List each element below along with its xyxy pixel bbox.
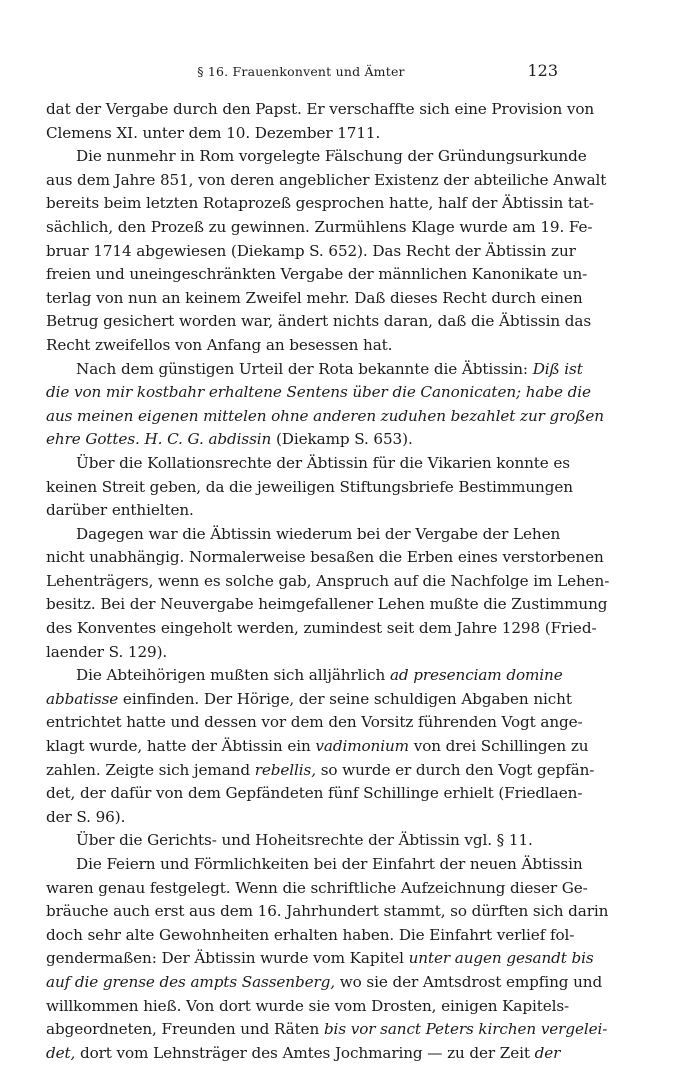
running-head: § 16. Frauenkonvent und Ämter — [197, 64, 405, 79]
text-line: willkommen hieß. Von dort wurde sie vom Drosten, einigen Kapitels- — [46, 996, 570, 1015]
body-text — [46, 98, 610, 1065]
text-line: entrichtet hatte und dessen vor dem den Vorsitz führenden Vogt ange- — [46, 713, 583, 732]
text-line: det, der dafür von dem Gepfändeten fünf Schillinge erhielt (Friedlaen- — [46, 784, 583, 803]
text-line: abbatisse einfinden. Der Hörige, der seine schuldigen Abgaben nicht — [46, 689, 572, 708]
text-line: aus dem Jahre 851, von deren angeblicher Existenz der abteiliche Anwalt — [46, 170, 607, 189]
page-number: 123 — [527, 61, 558, 80]
text-line: Die Feiern und Förmlichkeiten bei der Einfahrt der neuen Äbtissin — [76, 855, 583, 873]
text-line: ehre Gottes. H. C. G. abdissin (Diekamp S. 653). — [46, 430, 413, 449]
text-line: Betrug gesichert worden war, ändert nichts daran, daß die Äbtissin das — [46, 312, 592, 331]
text-line: Recht zweifellos von Anfang an besessen hat. — [46, 335, 393, 354]
text-line: sächlich, den Prozeß zu gewinnen. Zurmühlens Klage wurde am 19. Fe- — [46, 217, 593, 236]
text-line: Über die Kollationsrechte der Äbtissin für die Vikarien konnte es — [76, 453, 571, 472]
text-line: keinen Streit geben, da die jeweiligen Stiftungsbriefe Bestimmungen — [46, 477, 573, 496]
text-line: dat der Vergabe durch den Papst. Er verschaffte sich eine Provision von — [46, 100, 595, 118]
text-line: Dagegen war die Äbtissin wiederum bei der Vergabe der Lehen — [76, 524, 561, 543]
text-line: klagt wurde, hatte der Äbtissin ein vadimonium von drei Schillingen zu — [46, 737, 589, 756]
text-line: Nach dem günstigen Urteil der Rota bekannte die Äbtissin: Diß ist — [76, 359, 583, 378]
text-line: nicht unabhängig. Normalerweise besaßen die Erben eines verstorbenen — [46, 548, 604, 567]
text-line: darüber enthielten. — [46, 501, 194, 520]
text-line: bruar 1714 abgewiesen (Diekamp S. 652). Das Recht der Äbtissin zur — [46, 241, 576, 260]
text-line: Die Abteihörigen mußten sich alljährlich ad presenciam domine — [76, 666, 563, 685]
text-line: laender S. 129). — [46, 642, 168, 661]
text-line: die von mir kostbahr erhaltene Sentens über die Canonicaten; habe die — [46, 383, 591, 402]
text-line: bräuche auch erst aus dem 16. Jahrhundert stammt, so dürften sich darin — [46, 902, 609, 921]
text-line: Clemens XI. unter dem 10. Dezember 1711. — [46, 123, 381, 142]
text-line: zahlen. Zeigte sich jemand rebellis, so wurde er durch den Vogt gepfän- — [46, 760, 595, 779]
text-line: der S. 96). — [46, 807, 126, 826]
text-line: Lehenträgers, wenn es solche gab, Anspruch auf die Nachfolge im Lehen- — [46, 571, 610, 590]
text-line: Die nunmehr in Rom vorgelegte Fälschung der Gründungsurkunde — [76, 147, 587, 166]
page-header — [44, 61, 558, 86]
text-line: besitz. Bei der Neuvergabe heimgefallener Lehen mußte die Zustimmung — [46, 595, 608, 614]
text-line: aus meinen eigenen mittelen ohne anderen zuduhen bezahlet zur großen — [46, 406, 604, 425]
text-line: terlag von nun an keinem Zweifel mehr. Daß dieses Recht durch einen — [46, 288, 583, 307]
text-line: det, dort vom Lehnsträger des Amtes Jochmaring — zu der Zeit der — [46, 1043, 561, 1062]
text-line: doch sehr alte Gewohnheiten erhalten haben. Die Einfahrt verlief fol- — [46, 925, 575, 944]
text-line: abgeordneten, Freunden und Räten bis vor sanct Peters kirchen vergelei- — [46, 1020, 608, 1039]
text-line: waren genau festgelegt. Wenn die schriftliche Aufzeichnung dieser Ge- — [46, 878, 588, 897]
text-line: Über die Gerichts- und Hoheitsrechte der Äbtissin vgl. § 11. — [76, 831, 533, 850]
text-line: auf die grense des ampts Sassenberg, wo sie der Amtsdrost empfing und — [46, 972, 603, 991]
text-line: des Konventes eingeholt werden, zumindest seit dem Jahre 1298 (Fried- — [46, 619, 597, 638]
text-line: gendermaßen: Der Äbtissin wurde vom Kapitel unter augen gesandt bis — [46, 949, 594, 968]
text-line: freien und uneingeschränkten Vergabe der männlichen Kanonikate un- — [46, 265, 588, 284]
text-line: bereits beim letzten Rotaprozeß gesprochen hatte, half der Äbtissin tat- — [46, 194, 594, 213]
